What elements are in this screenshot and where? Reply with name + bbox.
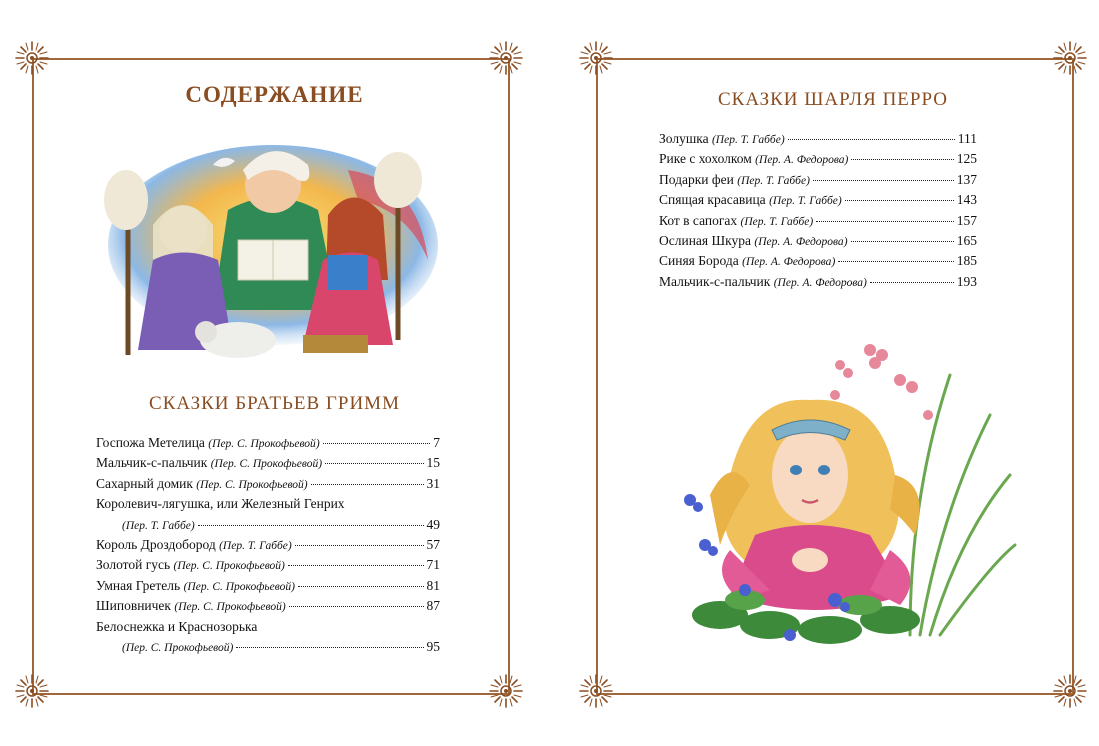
- entry-page: 137: [956, 171, 977, 187]
- entry-page: 71: [426, 557, 440, 573]
- toc-entry[interactable]: Шиповничек (Пер. С. Прокофьевой) 87: [96, 598, 440, 614]
- entry-page: 57: [426, 536, 440, 552]
- entry-translator: Пер. С. Прокофьевой: [187, 580, 292, 593]
- dot-leader: [289, 605, 424, 607]
- entry-translator: Пер. С. Прокофьевой: [214, 458, 319, 471]
- entry-translator: Пер. А. Федорова: [758, 235, 844, 248]
- dot-leader: [295, 544, 424, 546]
- sun-ornament-icon: [578, 40, 614, 76]
- right-page: [550, 0, 1099, 746]
- entry-translator: Пер. Т. Габбе: [772, 195, 838, 208]
- grandmother-and-girls-illustration: [98, 140, 443, 365]
- entry-translator: Пер. С. Прокофьевой: [177, 560, 282, 573]
- entry-translator: Пер. Т. Габбе: [744, 215, 810, 228]
- section-title-perrault: СКАЗКИ ШАРЛЯ ПЕРРО: [717, 89, 948, 110]
- entry-translator: Пер. Т. Габбе: [741, 174, 807, 187]
- toc-entry[interactable]: [96, 619, 440, 639]
- entry-page: 49: [426, 516, 440, 532]
- sun-ornament-icon: [1052, 673, 1088, 709]
- dot-leader: [788, 138, 955, 140]
- entry-page: 125: [956, 151, 977, 167]
- dot-leader: [851, 240, 954, 242]
- entry-page: 193: [956, 273, 977, 289]
- entry-translator: Пер. С. Прокофьевой: [178, 601, 282, 614]
- toc-entry[interactable]: Король Дроздобород (Пер. Т. Габбе) 57: [96, 536, 440, 552]
- toc-entry[interactable]: Золушка (Пер. Т. Габбе) 111: [659, 131, 977, 146]
- toc-entry[interactable]: Кот в сапогах (Пер. Т. Габбе) 157: [659, 212, 977, 228]
- toc-entry[interactable]: Синяя Борода (Пер. А. Федорова) 185: [659, 253, 977, 269]
- entry-title: Сахарный домик: [96, 475, 193, 491]
- toc-grimm: [96, 435, 440, 659]
- entry-title: Золушка: [659, 131, 709, 146]
- toc-perrault: [659, 131, 977, 294]
- entry-title: Ослиная Шкура: [659, 232, 751, 248]
- entry-translator: Пер. А. Федорова: [745, 256, 832, 269]
- dot-leader: [298, 585, 424, 587]
- entry-title: Шиповничек: [96, 598, 171, 614]
- entry-page: 143: [956, 192, 977, 208]
- toc-entry[interactable]: Ослиная Шкура (Пер. А. Федорова) 165: [659, 232, 977, 248]
- entry-translator: Пер. С. Прокофьевой: [125, 641, 230, 654]
- toc-entry[interactable]: Золотой гусь (Пер. С. Прокофьевой) 71: [96, 557, 440, 573]
- entry-page: 7: [433, 435, 440, 450]
- sun-ornament-icon: [578, 673, 614, 709]
- sun-ornament-icon: [14, 40, 50, 76]
- entry-page: 81: [426, 577, 440, 593]
- dot-leader: [311, 483, 424, 485]
- dot-leader: [870, 281, 954, 283]
- dot-leader: [323, 442, 431, 444]
- entry-page: 111: [957, 131, 977, 146]
- dot-leader: [236, 646, 423, 648]
- dot-leader: [198, 524, 424, 526]
- sun-ornament-icon: [14, 673, 50, 709]
- dot-leader: [288, 564, 424, 566]
- entry-page: 165: [956, 232, 977, 248]
- toc-entry[interactable]: Спящая красавица (Пер. Т. Габбе) 143: [659, 192, 977, 208]
- entry-title: Синяя Борода: [659, 253, 739, 269]
- entry-page: 95: [426, 638, 440, 654]
- sun-ornament-icon: [1052, 40, 1088, 76]
- entry-title: Мальчик-с-пальчик: [96, 455, 208, 471]
- dot-leader: [845, 199, 954, 201]
- entry-title: Госпожа Метелица: [96, 435, 205, 450]
- entry-title: Мальчик-с-пальчик: [659, 273, 771, 289]
- entry-page: 87: [426, 598, 440, 614]
- entry-title: Белоснежка и Краснозорька: [96, 618, 258, 634]
- entry-translator: Пер. Т. Габбе: [125, 519, 191, 532]
- entry-page: 15: [426, 455, 440, 471]
- toc-entry-continuation[interactable]: (Пер. Т. Габбе) 49: [122, 516, 440, 532]
- toc-entry[interactable]: Рике с хохолком (Пер. А. Федорова) 125: [659, 151, 977, 167]
- entry-title: Кот в сапогах: [659, 212, 738, 228]
- entry-translator: Пер. С. Прокофьевой: [200, 478, 304, 491]
- entry-title: Король Дроздобород: [96, 536, 216, 552]
- toc-entry[interactable]: Мальчик-с-пальчик (Пер. С. Прокофьевой) 15: [96, 455, 440, 471]
- dot-leader: [816, 220, 954, 222]
- entry-translator: Пер. А. Федорова: [759, 154, 845, 167]
- entry-title: Умная Гретель: [96, 577, 181, 593]
- entry-title: Золотой гусь: [96, 557, 171, 573]
- entry-page: 31: [426, 475, 440, 491]
- sun-ornament-icon: [488, 40, 524, 76]
- entry-title: Спящая красавица: [659, 192, 766, 208]
- toc-entry[interactable]: Умная Гретель (Пер. С. Прокофьевой) 81: [96, 577, 440, 593]
- entry-title: Подарки феи: [659, 171, 734, 187]
- entry-title: Рике с хохолком: [659, 151, 752, 167]
- entry-page: 157: [956, 212, 977, 228]
- left-page: [0, 0, 549, 746]
- entry-page: 185: [956, 253, 977, 269]
- toc-entry[interactable]: [96, 496, 440, 516]
- entry-translator: Пер. С. Прокофьевой: [212, 438, 316, 450]
- toc-entry[interactable]: Госпожа Метелица (Пер. С. Прокофьевой) 7: [96, 435, 440, 450]
- dot-leader: [838, 260, 953, 262]
- section-title-grimm: СКАЗКИ БРАТЬЕВ ГРИММ: [149, 393, 400, 414]
- entry-translator: Пер. Т. Габбе: [222, 539, 288, 552]
- dot-leader: [851, 158, 953, 160]
- toc-entry[interactable]: Мальчик-с-пальчик (Пер. А. Федорова) 193: [659, 273, 977, 289]
- toc-entry-continuation[interactable]: (Пер. С. Прокофьевой) 95: [122, 638, 440, 654]
- dot-leader: [325, 462, 423, 464]
- entry-translator: Пер. Т. Габбе: [715, 134, 781, 146]
- entry-title: Королевич-лягушка, или Железный Генрих: [96, 496, 345, 512]
- dot-leader: [813, 179, 954, 181]
- sun-ornament-icon: [488, 673, 524, 709]
- princess-with-flowers-illustration: [660, 335, 1020, 655]
- toc-entry[interactable]: Подарки феи (Пер. Т. Габбе) 137: [659, 171, 977, 187]
- entry-translator: Пер. А. Федорова: [777, 276, 864, 289]
- toc-entry[interactable]: Сахарный домик (Пер. С. Прокофьевой) 31: [96, 475, 440, 491]
- page-title: СОДЕРЖАНИЕ: [185, 82, 364, 107]
